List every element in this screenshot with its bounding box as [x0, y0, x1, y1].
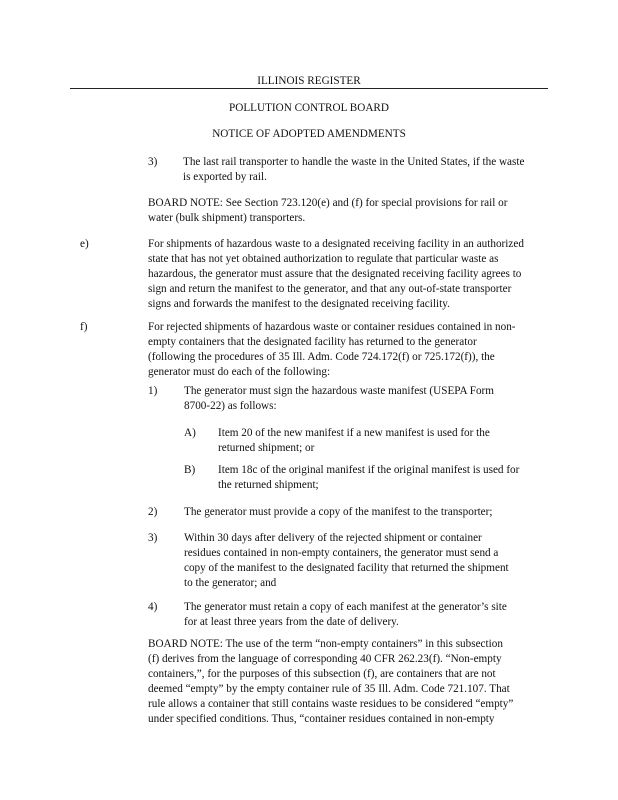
text-line: The generator must provide a copy of the manifest to the transporter;: [184, 506, 493, 518]
text-line: returned shipment; or: [218, 442, 315, 454]
paragraph-f1: [184, 384, 494, 414]
notice-title: NOTICE OF ADOPTED AMENDMENTS: [212, 128, 406, 140]
text-line: is exported by rail.: [183, 171, 267, 183]
paragraph-f2: [184, 505, 493, 520]
item-marker: 1): [148, 385, 158, 397]
item-marker: f): [80, 321, 88, 333]
text-line: (following the procedures of 35 Ill. Adm. Code 724.172(f) or 725.172(f)), the: [148, 351, 495, 363]
text-line: Within 30 days after delivery of the rejected shipment or container: [184, 532, 482, 544]
text-line: under specified conditions. Thus, “container residues contained in non-empty: [148, 713, 495, 725]
text-line: deemed “empty” by the empty container rule of 35 Ill. Adm. Code 721.107. That: [148, 683, 510, 695]
text-line: Item 18c of the original manifest if the original manifest is used for: [218, 464, 520, 476]
register-title: ILLINOIS REGISTER: [257, 75, 361, 87]
paragraph-f1a: [218, 426, 490, 456]
text-line: to the generator; and: [184, 577, 277, 589]
item-marker: 4): [148, 601, 158, 613]
paragraph-f1b: [218, 463, 519, 493]
board-title: POLLUTION CONTROL BOARD: [229, 102, 389, 114]
text-line: containers,”, for the purposes of this subsection (f), are containers that are not: [148, 668, 496, 680]
text-line: hazardous, the generator must assure that the designated receiving facility agrees to: [148, 268, 522, 280]
text-line: (f) derives from the language of corresponding 40 CFR 262.23(f). “Non-empty: [148, 653, 502, 665]
text-line: The last rail transporter to handle the waste in the United States, if the waste: [183, 156, 525, 168]
item-marker: e): [80, 238, 89, 250]
text-line: water (bulk shipment) transporters.: [148, 212, 306, 224]
header-rule: [70, 88, 548, 89]
text-line: the returned shipment;: [218, 479, 319, 491]
text-line: 8700-22) as follows:: [184, 400, 277, 412]
item-marker: 2): [148, 506, 158, 518]
text-line: For shipments of hazardous waste to a designated receiving facility in an authorized: [148, 238, 524, 250]
board-note-2: [148, 637, 513, 727]
paragraph-d3: [183, 155, 524, 185]
paragraph-f3: [184, 531, 509, 591]
paragraph-f4: [184, 600, 507, 630]
text-line: For rejected shipments of hazardous waste or container residues contained in non-: [148, 321, 516, 333]
text-line: signs and forwards the manifest to the designated receiving facility.: [148, 298, 450, 310]
text-line: state that has not yet obtained authorization to regulate that particular waste as: [148, 253, 499, 265]
item-marker: 3): [148, 156, 158, 168]
text-line: The generator must sign the hazardous waste manifest (USEPA Form: [184, 385, 494, 397]
text-line: Item 20 of the new manifest if a new manifest is used for the: [218, 427, 490, 439]
text-line: rule allows a container that still contains waste residues to be considered “empty”: [148, 698, 514, 710]
text-line: generator must do each of the following:: [148, 366, 331, 378]
paragraph-e: [148, 237, 524, 312]
text-line: sign and return the manifest to the generator, and that any out-of-state transporter: [148, 283, 512, 295]
text-line: copy of the manifest to the designated facility that returned the shipment: [184, 562, 509, 574]
item-marker: 3): [148, 532, 158, 544]
item-marker: A): [184, 427, 196, 439]
text-line: empty containers that the designated facility has returned to the generator: [148, 336, 477, 348]
paragraph-f: [148, 320, 516, 380]
board-note-1: [148, 196, 507, 226]
text-line: residues contained in non-empty containers, the generator must send a: [184, 547, 499, 559]
text-line: The generator must retain a copy of each manifest at the generator’s site: [184, 601, 507, 613]
text-line: BOARD NOTE: The use of the term “non-empty containers” in this subsection: [148, 638, 503, 650]
item-marker: B): [184, 464, 196, 476]
text-line: BOARD NOTE: See Section 723.120(e) and (f) for special provisions for rail or: [148, 197, 508, 209]
text-line: for at least three years from the date of delivery.: [184, 616, 399, 628]
